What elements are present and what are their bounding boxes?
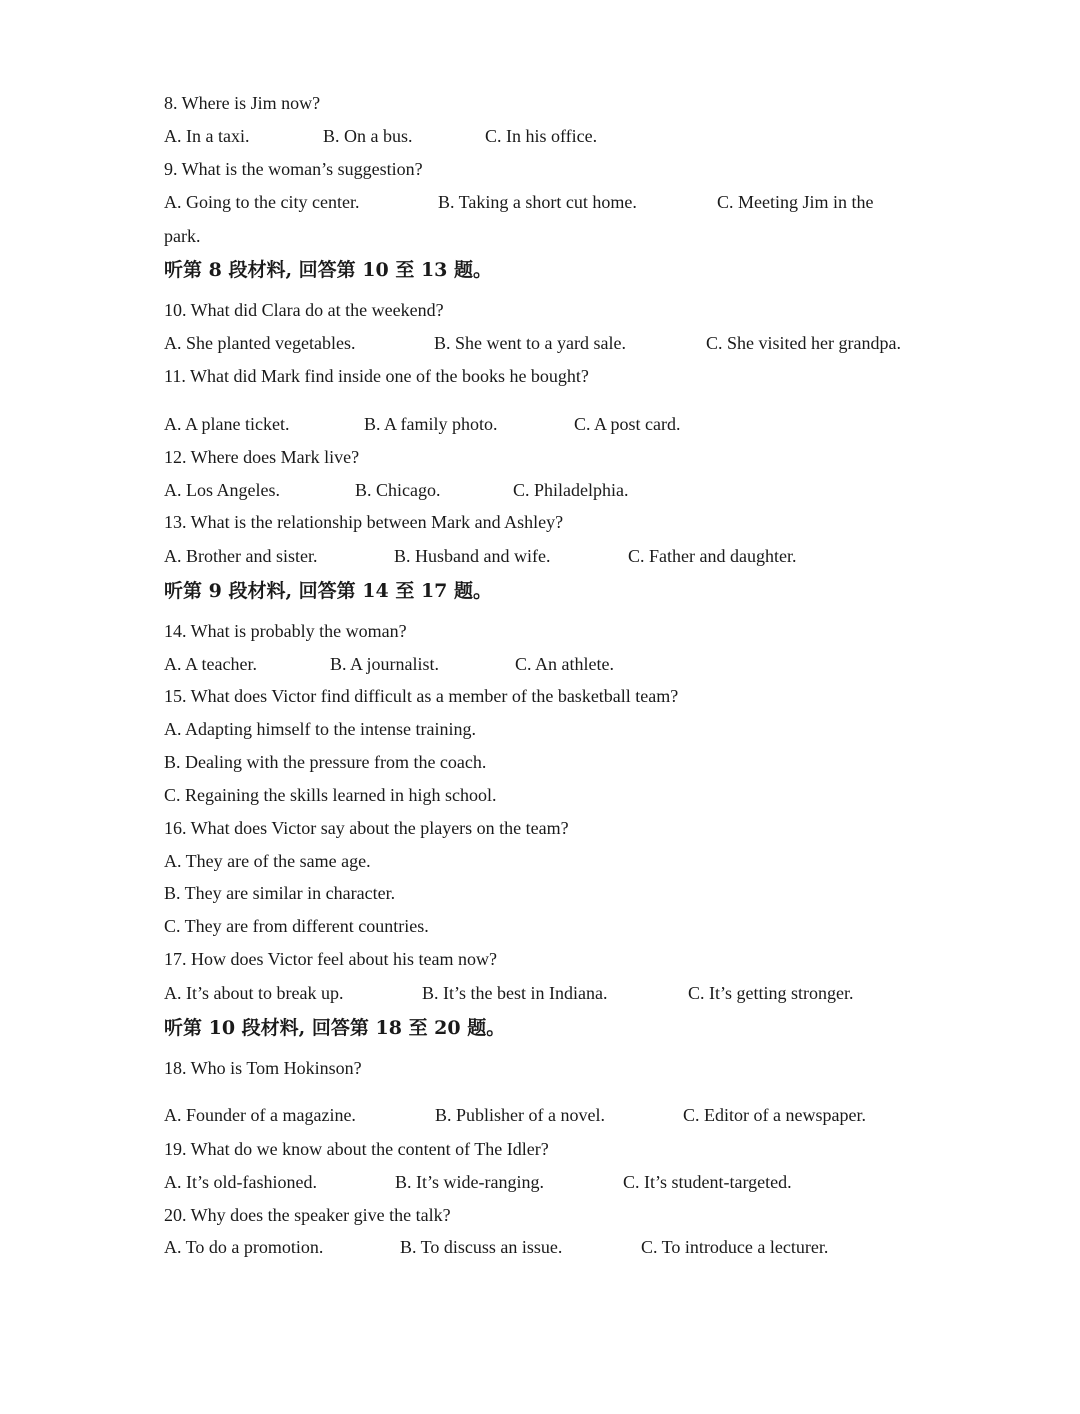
question-19-option-a: A. It’s old-fashioned.: [164, 1172, 317, 1192]
section-10-heading: 听第 10 段材料, 回答第 18 至 20 题。: [164, 1017, 506, 1039]
question-14-option-a: A. A teacher.: [164, 654, 257, 674]
question-18-stem: 18. Who is Tom Hokinson?: [164, 1058, 362, 1078]
question-8-option-b: B. On a bus.: [323, 126, 413, 146]
question-17-option-a: A. It’s about to break up.: [164, 983, 344, 1003]
question-17-option-c: C. It’s getting stronger.: [688, 983, 854, 1003]
question-8-stem: 8. Where is Jim now?: [164, 93, 321, 113]
question-9-option-b: B. Taking a short cut home.: [438, 192, 637, 212]
question-11-option-b: B. A family photo.: [364, 414, 498, 434]
question-13-stem: 13. What is the relationship between Mark and Ashley?: [164, 512, 564, 532]
question-14-stem: 14. What is probably the woman?: [164, 621, 407, 641]
question-15-option-c: C. Regaining the skills learned in high school.: [164, 785, 497, 805]
question-9-option-a: A. Going to the city center.: [164, 192, 360, 212]
question-17-stem: 17. How does Victor feel about his team now?: [164, 949, 498, 969]
question-11-option-a: A. A plane ticket.: [164, 414, 290, 434]
question-19-stem: 19. What do we know about the content of The Idler?: [164, 1139, 549, 1159]
question-20-option-c: C. To introduce a lecturer.: [641, 1237, 829, 1257]
question-8-option-a: A. In a taxi.: [164, 126, 250, 146]
question-10-option-a: A. She planted vegetables.: [164, 333, 356, 353]
question-14-option-b: B. A journalist.: [330, 654, 440, 674]
question-16-option-b: B. They are similar in character.: [164, 883, 396, 903]
question-8-option-c: C. In his office.: [485, 126, 598, 146]
question-15-option-b: B. Dealing with the pressure from the coach.: [164, 752, 487, 772]
question-18-option-a: A. Founder of a magazine.: [164, 1105, 356, 1125]
question-16-option-a: A. They are of the same age.: [164, 851, 371, 871]
question-11-option-c: C. A post card.: [574, 414, 681, 434]
question-10-option-b: B. She went to a yard sale.: [434, 333, 626, 353]
question-15-stem: 15. What does Victor find difficult as a member of the basketball team?: [164, 686, 679, 706]
question-20-stem: 20. Why does the speaker give the talk?: [164, 1205, 451, 1225]
section-9-heading: 听第 9 段材料, 回答第 14 至 17 题。: [164, 580, 493, 602]
question-15-option-a: A. Adapting himself to the intense training.: [164, 719, 476, 739]
question-13-option-b: B. Husband and wife.: [394, 546, 551, 566]
question-12-option-c: C. Philadelphia.: [513, 480, 629, 500]
question-10-stem: 10. What did Clara do at the weekend?: [164, 300, 444, 320]
question-13-option-a: A. Brother and sister.: [164, 546, 318, 566]
question-13-option-c: C. Father and daughter.: [628, 546, 797, 566]
question-20-option-a: A. To do a promotion.: [164, 1237, 324, 1257]
question-17-option-b: B. It’s the best in Indiana.: [422, 983, 608, 1003]
question-18-option-c: C. Editor of a newspaper.: [683, 1105, 866, 1125]
question-20-option-b: B. To discuss an issue.: [400, 1237, 563, 1257]
question-12-stem: 12. Where does Mark live?: [164, 447, 360, 467]
question-16-option-c: C. They are from different countries.: [164, 916, 429, 936]
question-14-option-c: C. An athlete.: [515, 654, 614, 674]
question-18-option-b: B. Publisher of a novel.: [435, 1105, 605, 1125]
question-10-option-c: C. She visited her grandpa.: [706, 333, 901, 353]
question-16-stem: 16. What does Victor say about the players on the team?: [164, 818, 569, 838]
question-19-option-c: C. It’s student-targeted.: [623, 1172, 792, 1192]
question-9-option-c: C. Meeting Jim in the: [717, 192, 874, 212]
question-9-stem: 9. What is the woman’s suggestion?: [164, 159, 423, 179]
section-8-heading: 听第 8 段材料, 回答第 10 至 13 题。: [164, 259, 493, 281]
question-11-stem: 11. What did Mark find inside one of the books he bought?: [164, 366, 589, 386]
question-9-option-c-continued: park.: [164, 226, 201, 246]
question-19-option-b: B. It’s wide-ranging.: [395, 1172, 544, 1192]
question-12-option-b: B. Chicago.: [355, 480, 441, 500]
question-12-option-a: A. Los Angeles.: [164, 480, 280, 500]
